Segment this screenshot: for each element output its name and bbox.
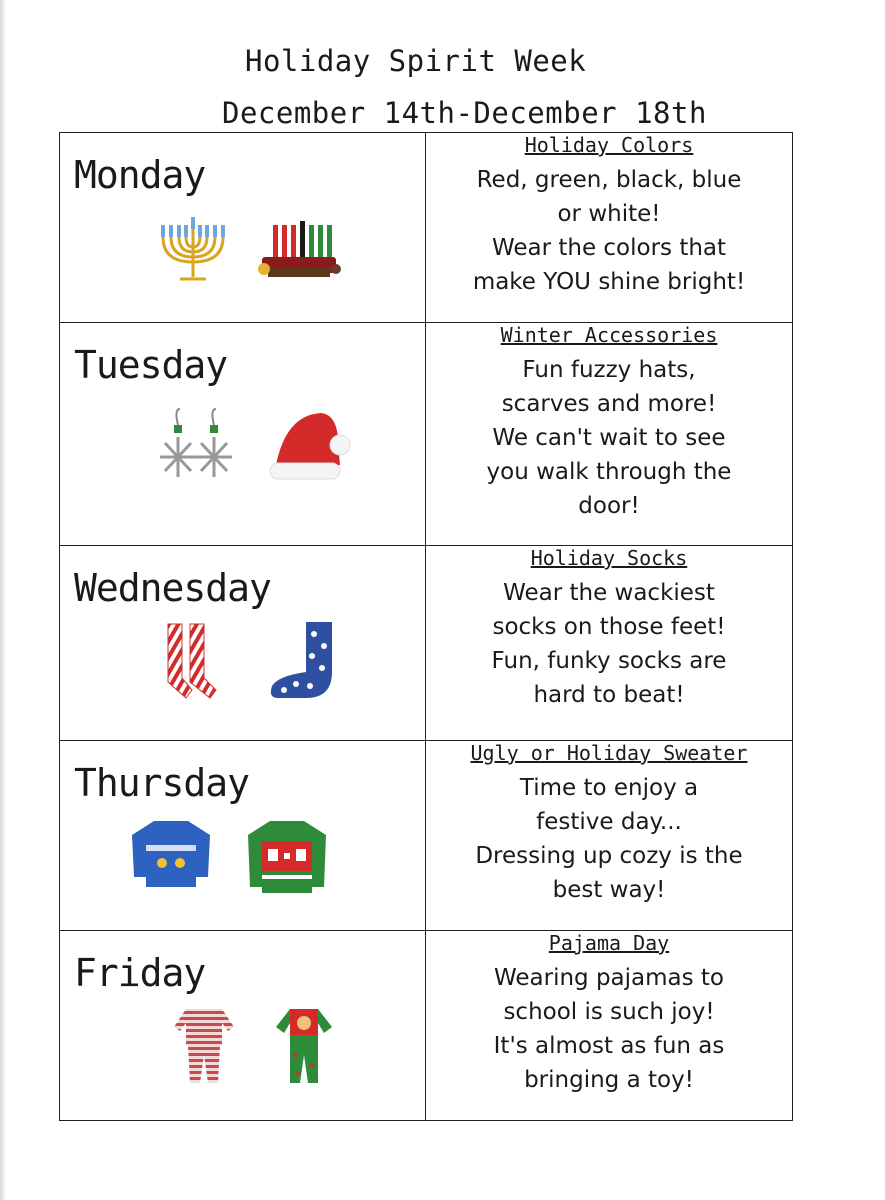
table-row-tuesday	[60, 323, 793, 546]
description-line: or white!	[557, 201, 661, 227]
page-title: Holiday Spirit Week	[245, 44, 587, 78]
description-line: Dressing up cozy is the	[475, 843, 743, 869]
table-row-wednesday	[60, 546, 793, 741]
day-cell	[60, 546, 426, 741]
icon-group	[160, 405, 425, 485]
description-cell	[426, 546, 793, 741]
day-name: Tuesday	[74, 343, 228, 387]
blue-sweater-icon	[128, 815, 214, 895]
description-line: Time to enjoy a	[519, 775, 699, 801]
description-line: you walk through the	[486, 459, 732, 485]
table-row-friday	[60, 931, 793, 1121]
day-name: Friday	[74, 951, 206, 995]
icon-group	[172, 1005, 425, 1085]
red-green-sweater-icon	[244, 815, 330, 895]
description-line: scarves and more!	[501, 391, 717, 417]
theme-title: Pajama Day	[548, 931, 670, 955]
theme-title: Ugly or Holiday Sweater	[470, 741, 748, 765]
theme-title: Holiday Colors	[524, 133, 694, 157]
description-line: Fun, funky socks are	[491, 648, 727, 674]
description-line: make YOU shine bright!	[472, 269, 746, 295]
description-line: Wearing pajamas to	[493, 965, 725, 991]
menorah-icon	[150, 207, 236, 287]
santa-hat-icon	[266, 405, 352, 485]
snowflake-earrings-icon	[160, 405, 246, 485]
description-line: Wear the wackiest	[503, 580, 715, 606]
day-name: Thursday	[74, 761, 250, 805]
page-edge-shadow	[0, 0, 6, 1200]
icon-group	[128, 815, 425, 895]
description-line: Red, green, black, blue	[476, 167, 742, 193]
description-line: bringing a toy!	[524, 1067, 694, 1093]
holiday-pajamas-icon	[268, 1005, 354, 1085]
spirit-week-table	[59, 132, 793, 1121]
candy-cane-socks-icon	[160, 620, 246, 700]
description-cell	[426, 931, 793, 1121]
description-cell	[426, 133, 793, 323]
page-subtitle: December 14th-December 18th	[222, 96, 707, 130]
description-line: It's almost as fun as	[493, 1033, 725, 1059]
striped-pajamas-icon	[172, 1005, 258, 1085]
day-cell	[60, 931, 426, 1121]
table-row-monday	[60, 133, 793, 323]
day-name: Wednesday	[74, 566, 271, 610]
table-row-thursday	[60, 741, 793, 931]
theme-title: Holiday Socks	[530, 546, 688, 570]
icon-group	[150, 207, 425, 287]
description-line: Wear the colors that	[491, 235, 727, 261]
icon-group	[160, 620, 425, 700]
day-cell	[60, 133, 426, 323]
day-cell	[60, 741, 426, 931]
description-line: door!	[578, 493, 640, 519]
description-line: socks on those feet!	[492, 614, 726, 640]
day-name: Monday	[74, 153, 206, 197]
description-line: best way!	[552, 877, 666, 903]
description-line: Fun fuzzy hats,	[522, 357, 696, 383]
blue-holiday-sock-icon	[266, 620, 352, 700]
description-line: We can't wait to see	[492, 425, 726, 451]
day-cell	[60, 323, 426, 546]
kinara-icon	[256, 207, 342, 287]
description-line: hard to beat!	[533, 682, 685, 708]
description-line: school is such joy!	[503, 999, 715, 1025]
description-cell	[426, 741, 793, 931]
theme-title: Winter Accessories	[500, 323, 718, 347]
description-cell	[426, 323, 793, 546]
description-line: festive day...	[536, 809, 682, 835]
